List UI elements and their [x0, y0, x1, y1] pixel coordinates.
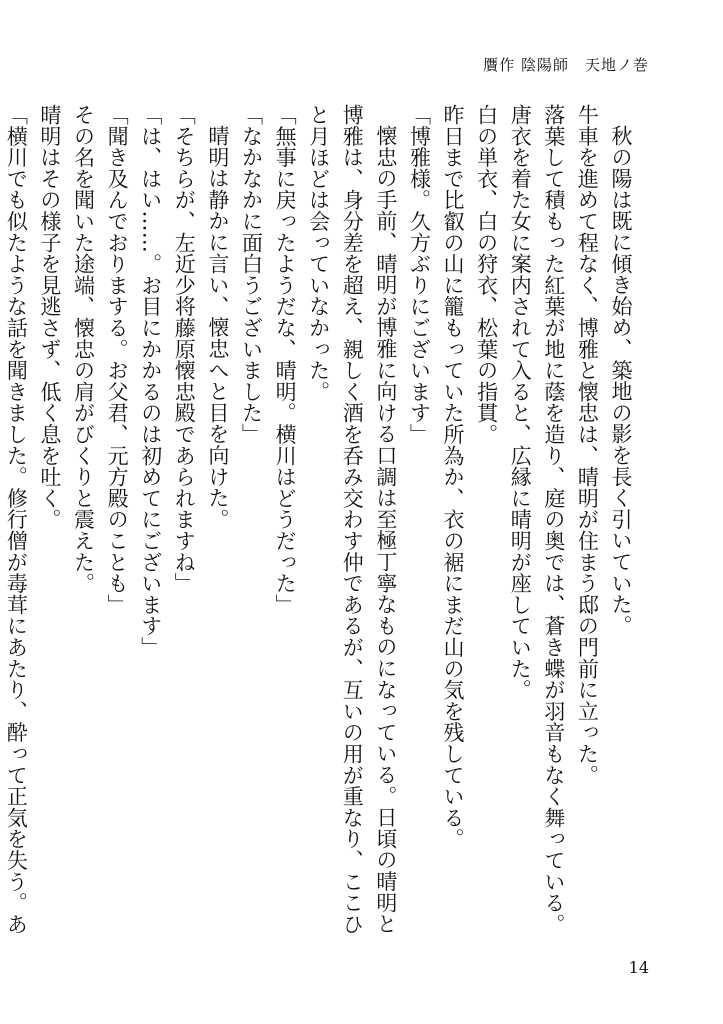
- paragraph: 「聞き及んでおりまする。お父君、元方殿のことも」: [105, 104, 130, 616]
- paragraph: 牛車を進めて程なく、博雅と懐忠は、晴明が住まう邸の門前に立った。: [575, 104, 600, 786]
- running-header: 贋作 陰陽師 天地ノ巻: [483, 56, 649, 74]
- paragraph: 「博雅様。久方ぶりにございます」: [407, 104, 432, 445]
- paragraph: 「なかなかに面白うございました」: [239, 104, 264, 445]
- paragraph: 晴明は静かに言い、懐忠へと目を向けた。: [205, 125, 230, 530]
- paragraph: 「横川でも似たような話を聞きました。修行僧が毒茸にあたり、酔って正気を失う。あ: [4, 104, 29, 935]
- paragraph: 白の単衣、白の狩衣、松葉の指貫。: [474, 104, 499, 445]
- paragraph: 晴明はその様子を見逃さず、低く息を吐く。: [37, 104, 62, 530]
- paragraph: 懐忠の手前、晴明が博雅に向ける口調は至極丁寧なものになっている。日頃の晴明と博雅は、身分差を超え、親しく酒を呑み交わす仲であるが、互いの用が重なり、ここひと月ほどは会っていなかった。: [306, 104, 398, 935]
- page-number: 14: [628, 958, 649, 977]
- paragraph: 「無事に戻ったようだな、晴明。横川はどうだった」: [273, 104, 298, 616]
- paragraph: その名を聞いた途端、懐忠の肩がびくりと震えた。: [71, 104, 96, 594]
- paragraph: 秋の陽は既に傾き始め、築地の影を長く引いていた。: [609, 125, 633, 637]
- paragraph: 落葉して積もった紅葉が地に蔭を造り、庭の奥では、蒼き蝶が羽音もなく舞っている。: [541, 104, 566, 935]
- vertical-text-body: [0, 104, 637, 954]
- paragraph: 「そちらが、左近少将藤原懐忠殿であられますね」: [172, 104, 197, 594]
- paragraph: 唐衣を着た女に案内されて入ると、広縁に晴明が座していた。: [508, 104, 533, 701]
- paragraph: 「は、はい……。お目にかかるのは初めてにございます」: [138, 104, 163, 658]
- paragraph: 昨日まで比叡の山に籠もっていた所為か、衣の裾にまだ山の気を残している。: [441, 104, 466, 850]
